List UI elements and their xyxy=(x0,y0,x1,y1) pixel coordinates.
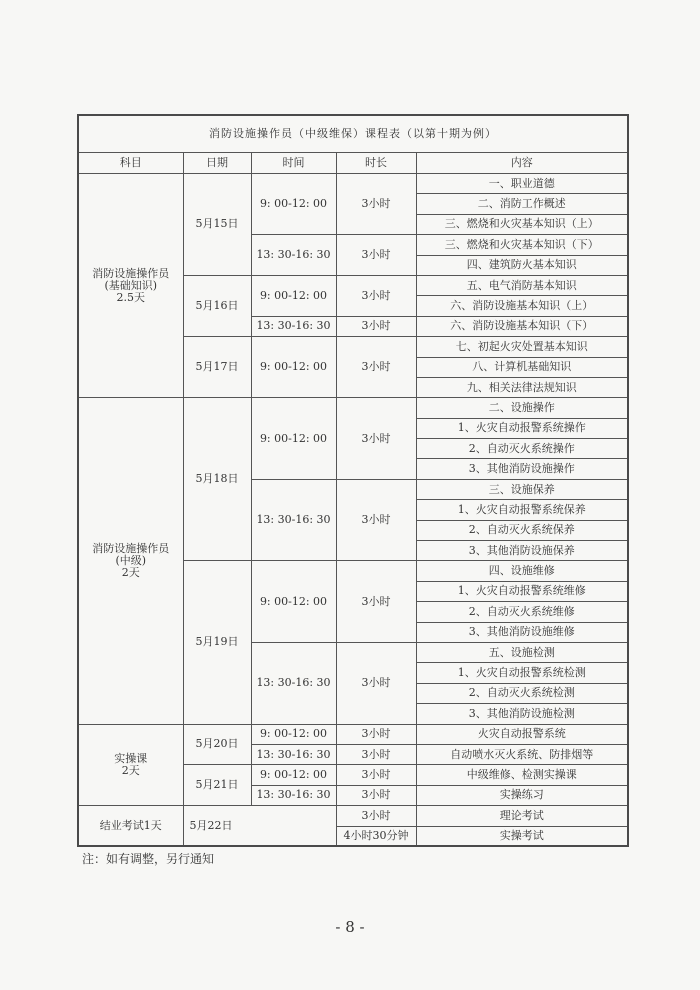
content-cell: 七、初起火灾处置基本知识 xyxy=(416,337,628,357)
content-cell: 3、其他消防设施操作 xyxy=(416,459,628,479)
content-cell: 三、设施保养 xyxy=(416,479,628,499)
time-cell: 13: 30-16: 30 xyxy=(251,316,336,336)
header-date: 日期 xyxy=(183,153,251,174)
header-duration: 时长 xyxy=(336,153,416,174)
content-cell: 四、建筑防火基本知识 xyxy=(416,255,628,275)
content-cell: 五、设施检测 xyxy=(416,642,628,662)
subject-cell xyxy=(78,724,183,806)
time-cell: 9: 00-12: 00 xyxy=(251,398,336,480)
time-cell: 13: 30-16: 30 xyxy=(251,744,336,764)
content-cell: 四、设施维修 xyxy=(416,561,628,581)
subject-line: 实操课 xyxy=(114,751,148,765)
duration-cell: 3小时 xyxy=(336,235,416,276)
content-cell: 实操练习 xyxy=(416,785,628,805)
content-cell: 实操考试 xyxy=(416,826,628,846)
content-cell: 六、消防设施基本知识（上） xyxy=(416,296,628,316)
duration-cell: 3小时 xyxy=(336,785,416,805)
subject-cell xyxy=(78,806,183,847)
title-row xyxy=(78,115,628,153)
page-number: - 8 - xyxy=(335,918,365,936)
content-cell: 1、火灾自动报警系统维修 xyxy=(416,581,628,601)
time-cell: 9: 00-12: 00 xyxy=(251,174,336,235)
content-cell: 一、职业道德 xyxy=(416,174,628,194)
date-cell: 5月15日 xyxy=(183,174,251,276)
time-cell: 9: 00-12: 00 xyxy=(251,765,336,785)
content-cell: 三、燃烧和火灾基本知识（下） xyxy=(416,235,628,255)
duration-cell: 3小时 xyxy=(336,744,416,764)
content-cell: 3、其他消防设施检测 xyxy=(416,704,628,724)
subject-line: 消防设施操作员 xyxy=(92,541,170,555)
subject-line: 2.5天 xyxy=(116,290,145,304)
content-cell: 1、火灾自动报警系统保养 xyxy=(416,500,628,520)
duration-cell: 3小时 xyxy=(336,479,416,561)
table-row xyxy=(78,174,628,194)
content-cell: 中级维修、检测实操课 xyxy=(416,765,628,785)
duration-cell: 3小时 xyxy=(336,174,416,235)
duration-cell: 3小时 xyxy=(336,337,416,398)
content-cell: 2、自动灭火系统保养 xyxy=(416,520,628,540)
header-time: 时间 xyxy=(251,153,336,174)
duration-cell: 3小时 xyxy=(336,398,416,480)
date-cell: 5月19日 xyxy=(183,561,251,724)
duration-cell: 4小时30分钟 xyxy=(336,826,416,846)
schedule-table xyxy=(77,114,629,847)
date-cell: 5月16日 xyxy=(183,275,251,336)
subject-line: 结业考试1天 xyxy=(99,818,162,832)
content-cell: 2、自动灭火系统操作 xyxy=(416,439,628,459)
time-cell: 13: 30-16: 30 xyxy=(251,642,336,724)
subject-line: 2天 xyxy=(121,565,140,579)
time-cell: 9: 00-12: 00 xyxy=(251,724,336,744)
content-cell: 1、火灾自动报警系统操作 xyxy=(416,418,628,438)
content-cell: 火灾自动报警系统 xyxy=(416,724,628,744)
subject-line: (中级) xyxy=(115,553,147,567)
content-cell: 2、自动灭火系统检测 xyxy=(416,683,628,703)
content-cell: 九、相关法律法规知识 xyxy=(416,377,628,397)
content-cell: 八、计算机基础知识 xyxy=(416,357,628,377)
content-cell: 自动喷水灭火系统、防排烟等 xyxy=(416,744,628,764)
header-content: 内容 xyxy=(416,153,628,174)
header-row xyxy=(78,153,628,174)
date-cell: 5月22日 xyxy=(183,806,336,847)
time-cell: 9: 00-12: 00 xyxy=(251,275,336,316)
time-cell: 13: 30-16: 30 xyxy=(251,785,336,805)
content-cell: 五、电气消防基本知识 xyxy=(416,275,628,295)
subject-line: (基础知识) xyxy=(104,278,158,292)
duration-cell: 3小时 xyxy=(336,275,416,316)
date-cell: 5月18日 xyxy=(183,398,251,561)
duration-cell: 3小时 xyxy=(336,316,416,336)
content-cell: 三、燃烧和火灾基本知识（上） xyxy=(416,214,628,234)
table-row xyxy=(78,724,628,744)
content-cell: 理论考试 xyxy=(416,806,628,826)
duration-cell: 3小时 xyxy=(336,806,416,826)
subject-line: 消防设施操作员 xyxy=(92,266,170,280)
header-subject: 科目 xyxy=(78,153,183,174)
time-cell: 9: 00-12: 00 xyxy=(251,337,336,398)
duration-cell: 3小时 xyxy=(336,561,416,643)
subject-cell xyxy=(78,398,183,724)
table-row xyxy=(78,398,628,418)
time-cell: 13: 30-16: 30 xyxy=(251,479,336,561)
content-cell: 3、其他消防设施维修 xyxy=(416,622,628,642)
table-title: 消防设施操作员（中级维保）课程表（以第十期为例） xyxy=(78,115,628,153)
date-cell: 5月21日 xyxy=(183,765,251,806)
duration-cell: 3小时 xyxy=(336,642,416,724)
table-row xyxy=(78,806,628,826)
date-cell: 5月17日 xyxy=(183,337,251,398)
content-cell: 二、消防工作概述 xyxy=(416,194,628,214)
time-cell: 9: 00-12: 00 xyxy=(251,561,336,643)
duration-cell: 3小时 xyxy=(336,765,416,785)
content-cell: 3、其他消防设施保养 xyxy=(416,541,628,561)
date-cell: 5月20日 xyxy=(183,724,251,765)
footnote: 注：如有调整，另行通知 xyxy=(82,852,215,866)
subject-line: 2天 xyxy=(121,763,140,777)
time-cell: 13: 30-16: 30 xyxy=(251,235,336,276)
content-cell: 2、自动灭火系统维修 xyxy=(416,602,628,622)
content-cell: 二、设施操作 xyxy=(416,398,628,418)
content-cell: 六、消防设施基本知识（下） xyxy=(416,316,628,336)
subject-cell xyxy=(78,174,183,398)
duration-cell: 3小时 xyxy=(336,724,416,744)
content-cell: 1、火灾自动报警系统检测 xyxy=(416,663,628,683)
